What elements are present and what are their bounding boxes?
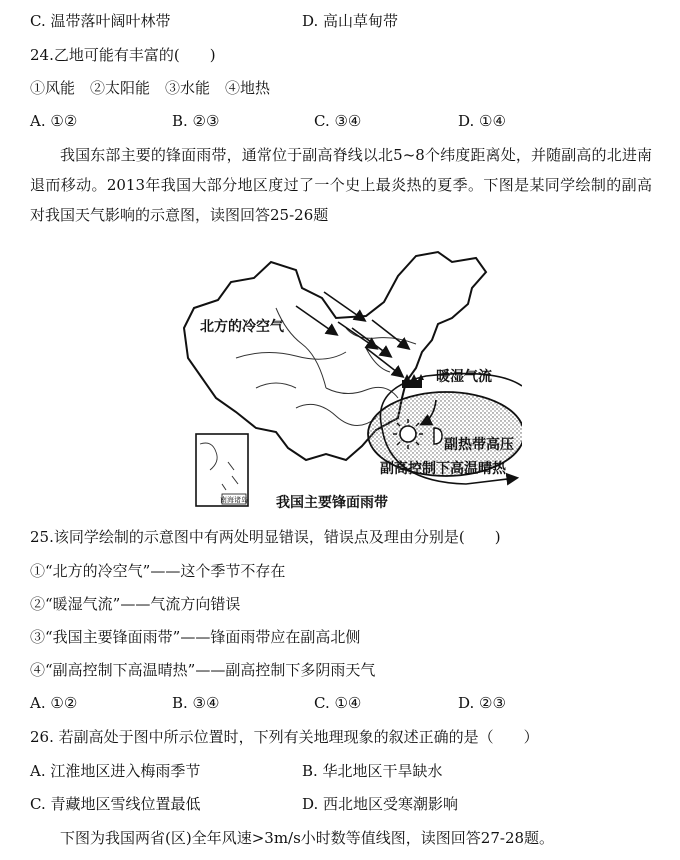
inset-label: 南海诸岛: [220, 496, 248, 504]
label-warm-flow: 暖湿气流: [436, 369, 492, 385]
q24-stem: 24.乙地可能有丰富的( ): [30, 46, 216, 64]
q25-item-2: ②“暖湿气流”——气流方向错误: [30, 595, 241, 613]
label-rain-belt: 我国主要锋面雨带: [276, 495, 388, 511]
q25-item-3: ③“我国主要锋面雨带”——锋面雨带应在副高北侧: [30, 628, 361, 646]
q24-option-d[interactable]: D. ①④: [458, 112, 506, 130]
q25-item-1: ①“北方的冷空气”——这个季节不存在: [30, 562, 286, 580]
label-subtropical-high: 副热带高压: [444, 437, 514, 453]
q24-option-b[interactable]: B. ②③: [172, 112, 220, 130]
label-cold-air: 北方的冷空气: [200, 319, 284, 335]
q25-stem: 25.该同学绘制的示意图中有两处明显错误，错误点及理由分别是( ): [30, 528, 501, 546]
q23-option-c[interactable]: C. 温带落叶阔叶林带: [30, 12, 171, 30]
q25-option-c[interactable]: C. ①④: [314, 694, 362, 712]
q25-item-4: ④“副高控制下高温晴热”——副高控制下多阴雨天气: [30, 661, 376, 679]
q26-option-c[interactable]: C. 青藏地区雪线位置最低: [30, 795, 201, 813]
q24-option-a[interactable]: A. ①②: [30, 112, 78, 130]
q26-option-a[interactable]: A. 江淮地区进入梅雨季节: [30, 762, 201, 780]
south-china-sea-inset: [196, 434, 248, 506]
next-figure-intro: 下图为我国两省(区)全年风速>3m/s小时数等值线图，读图回答27-28题。: [60, 829, 555, 847]
q25-option-b[interactable]: B. ③④: [172, 694, 220, 712]
subtropical-high-map-figure: [176, 248, 522, 514]
q25-option-a[interactable]: A. ①②: [30, 694, 78, 712]
q23-option-d[interactable]: D. 高山草甸带: [302, 12, 399, 30]
q26-option-b[interactable]: B. 华北地区干旱缺水: [302, 762, 443, 780]
intro-paragraph: 我国东部主要的锋面雨带，通常位于副高脊线以北5~8个纬度距离处，并随副高的北进南退而移动。2013年我国大部分地区度过了一个史上最炎热的夏季。下图是某同学绘制的副高对我国天气影响的示意图，读图回答25-26题: [30, 146, 652, 224]
q26-option-d[interactable]: D. 西北地区受寒潮影响: [302, 795, 459, 813]
q26-stem: 26. 若副高处于图中所示位置时，下列有关地理现象的叙述正确的是（ ）: [30, 728, 539, 746]
label-controlled-hot: 副高控制下高温晴热: [380, 461, 506, 477]
q24-items: ①风能 ②太阳能 ③水能 ④地热: [30, 79, 271, 97]
q24-option-c[interactable]: C. ③④: [314, 112, 362, 130]
q25-option-d[interactable]: D. ②③: [458, 694, 506, 712]
